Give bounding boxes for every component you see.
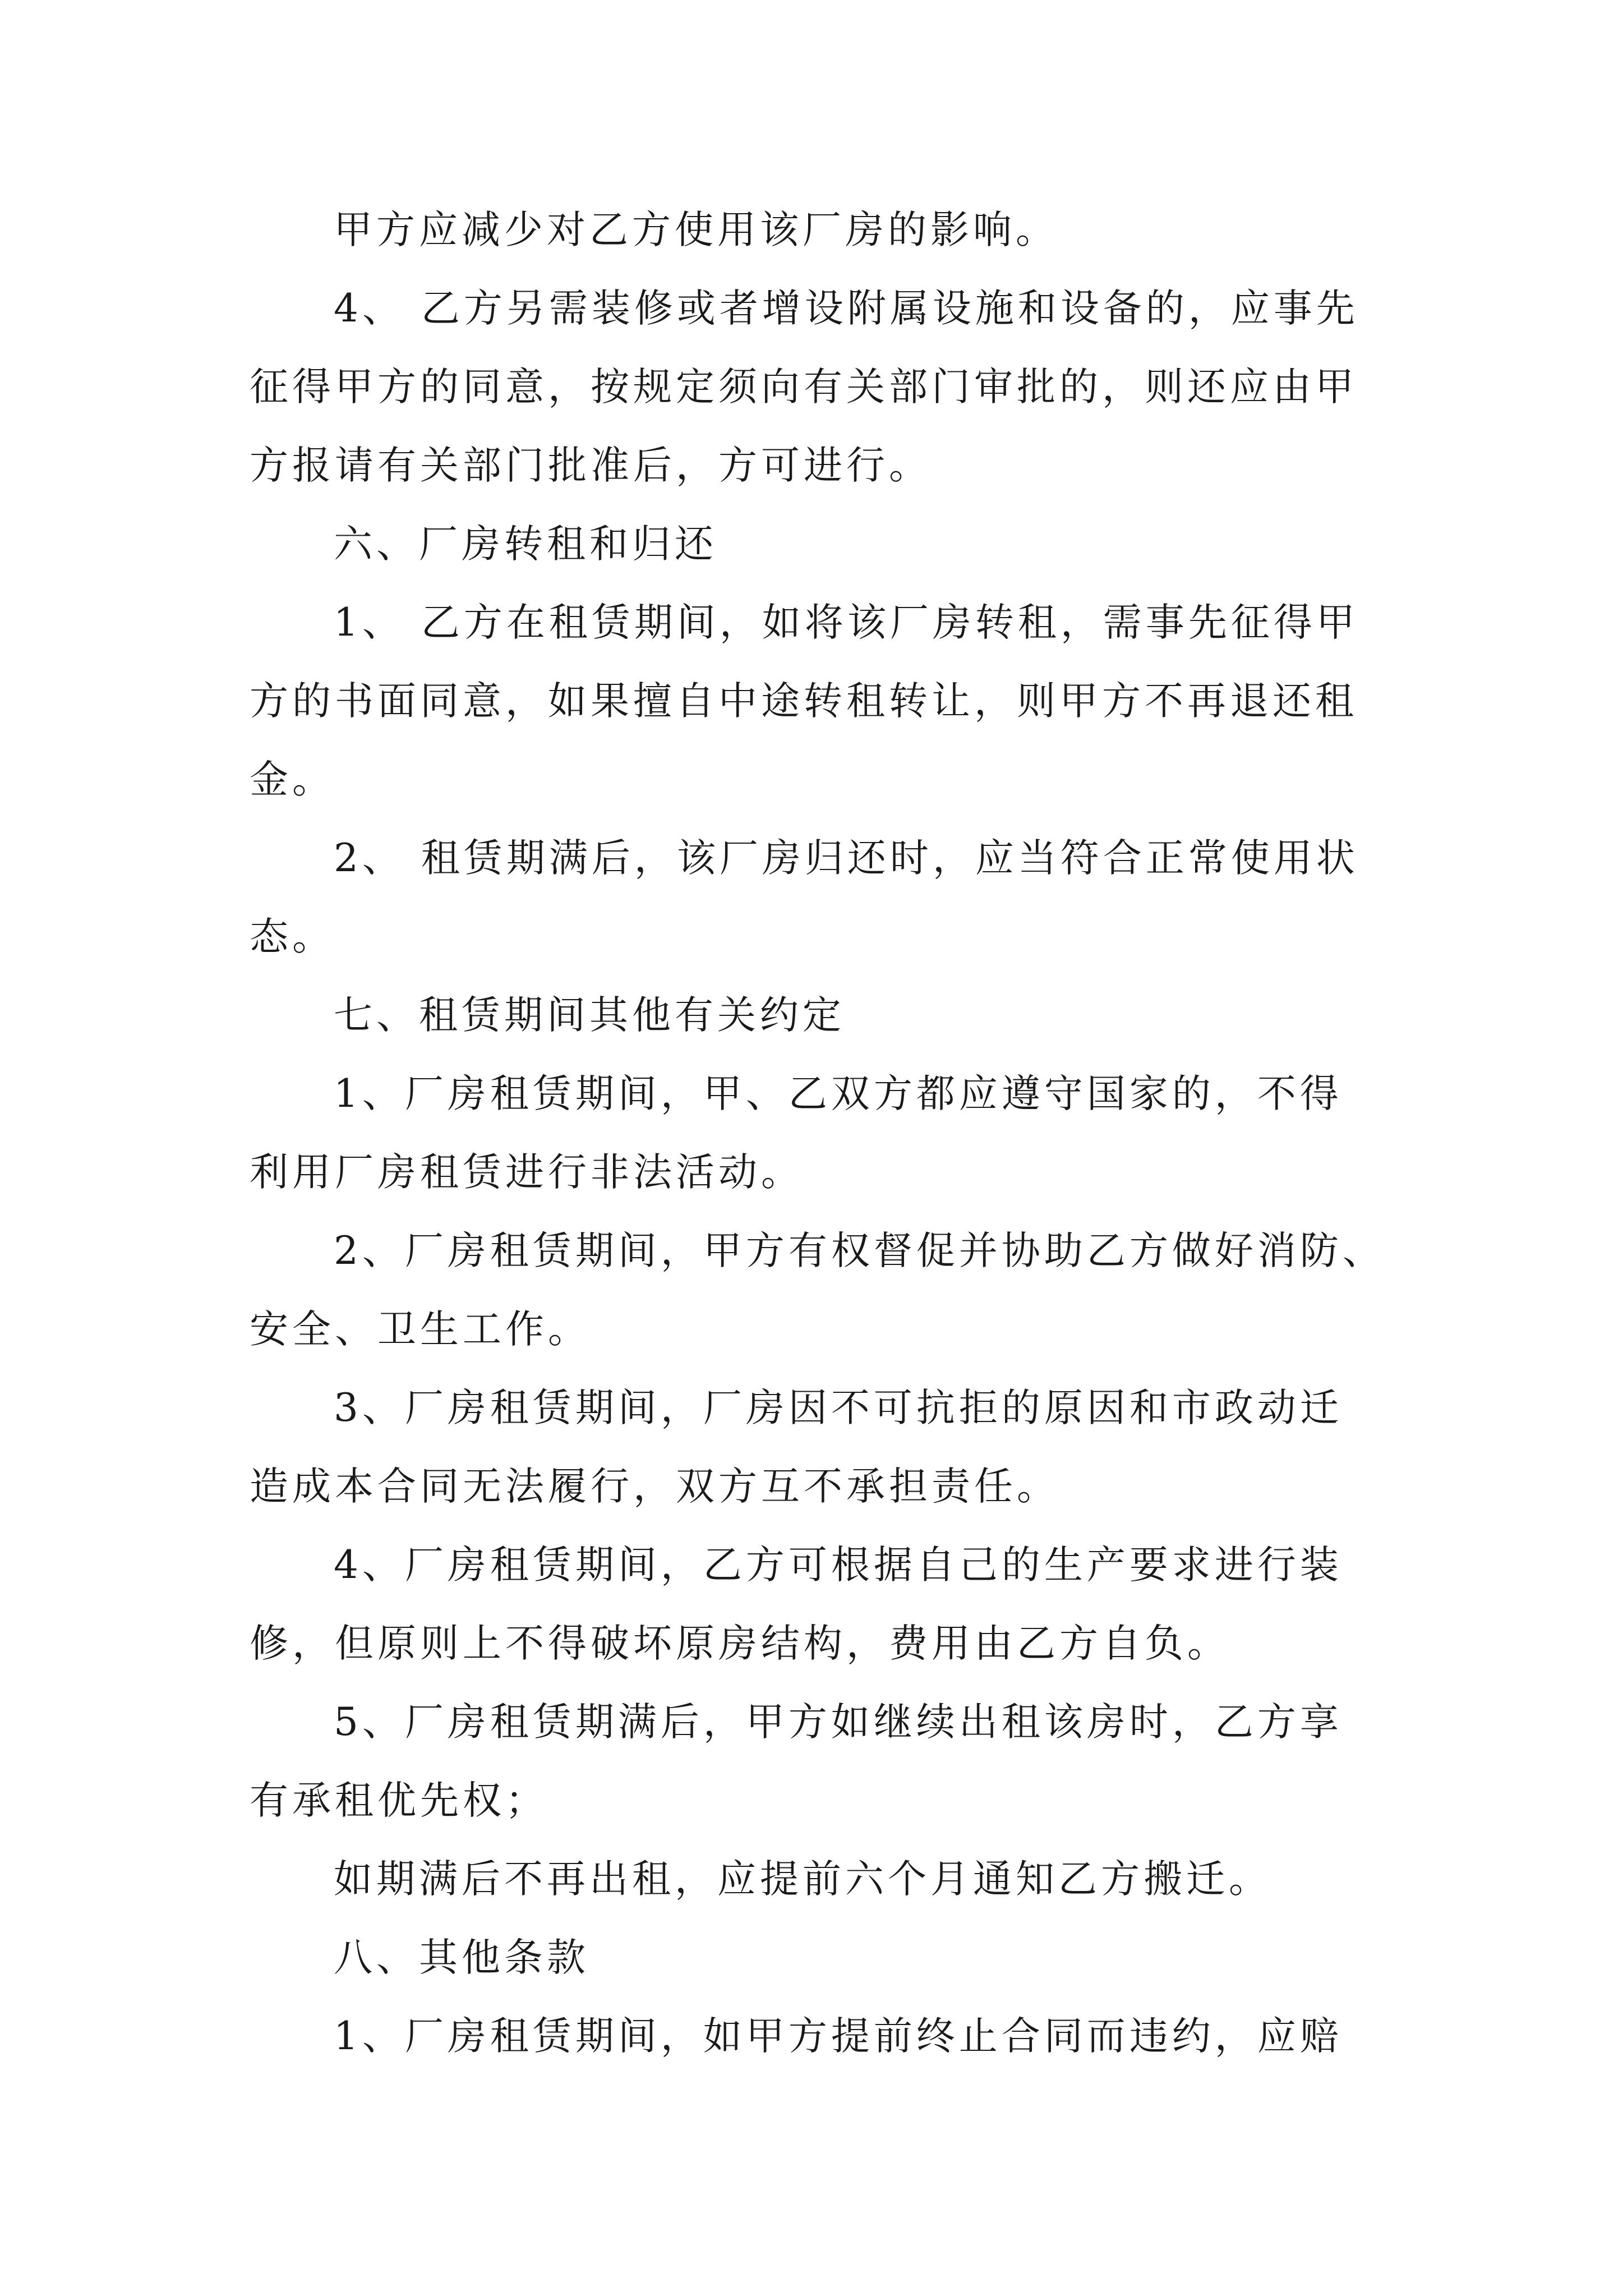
paragraph-line: 修，但原则上不得破坏原房结构，费用由乙方自负。 xyxy=(250,1621,1230,1666)
paragraph-line: 金。 xyxy=(250,757,335,802)
paragraph-line: 2、厂房租赁期间，甲方有权督促并协助乙方做好消防、 xyxy=(334,1228,1385,1273)
paragraph-line: 方的书面同意，如果擅自中途转租转让，则甲方不再退还租 xyxy=(250,679,1358,724)
paragraph-line: 有承租优先权； xyxy=(250,1778,548,1823)
paragraph-line: 征得甲方的同意，按规定须向有关部门审批的，则还应由甲 xyxy=(250,365,1358,409)
paragraph-line: 4、 乙方另需装修或者增设附属设施和设备的，应事先 xyxy=(334,286,1359,331)
section-heading: 八、其他条款 xyxy=(334,1935,589,1980)
section-heading: 六、厂房转租和归还 xyxy=(334,522,717,567)
paragraph-line: 5、厂房租赁期满后，甲方如继续出租该房时，乙方享 xyxy=(334,1700,1343,1745)
paragraph-line: 方报请有关部门批准后，方可进行。 xyxy=(250,443,932,488)
paragraph-line: 安全、卫生工作。 xyxy=(250,1307,591,1352)
paragraph-line: 利用厂房租赁进行非法活动。 xyxy=(250,1150,804,1195)
paragraph-line: 3、厂房租赁期间，厂房因不可抗拒的原因和市政动迁 xyxy=(334,1386,1343,1430)
paragraph-line: 4、厂房租赁期间，乙方可根据自己的生产要求进行装 xyxy=(334,1543,1343,1588)
paragraph-line: 2、 租赁期满后，该厂房归还时，应当符合正常使用状 xyxy=(334,836,1359,881)
paragraph-line: 态。 xyxy=(250,914,335,959)
paragraph-line: 如期满后不再出租，应提前六个月通知乙方搬迁。 xyxy=(334,1857,1271,1902)
paragraph-line: 造成本合同无法履行，双方互不承担责任。 xyxy=(250,1464,1059,1509)
paragraph-line: 1、厂房租赁期间，如甲方提前终止合同而违约，应赔 xyxy=(334,2014,1343,2059)
paragraph-line: 1、 乙方在租赁期间，如将该厂房转租，需事先征得甲 xyxy=(334,600,1359,645)
paragraph-line: 1、厂房租赁期间，甲、乙双方都应遵守国家的，不得 xyxy=(334,1071,1343,1116)
section-heading: 七、租赁期间其他有关约定 xyxy=(334,993,845,1038)
paragraph-line: 甲方应减少对乙方使用该厂房的影响。 xyxy=(334,208,1058,252)
